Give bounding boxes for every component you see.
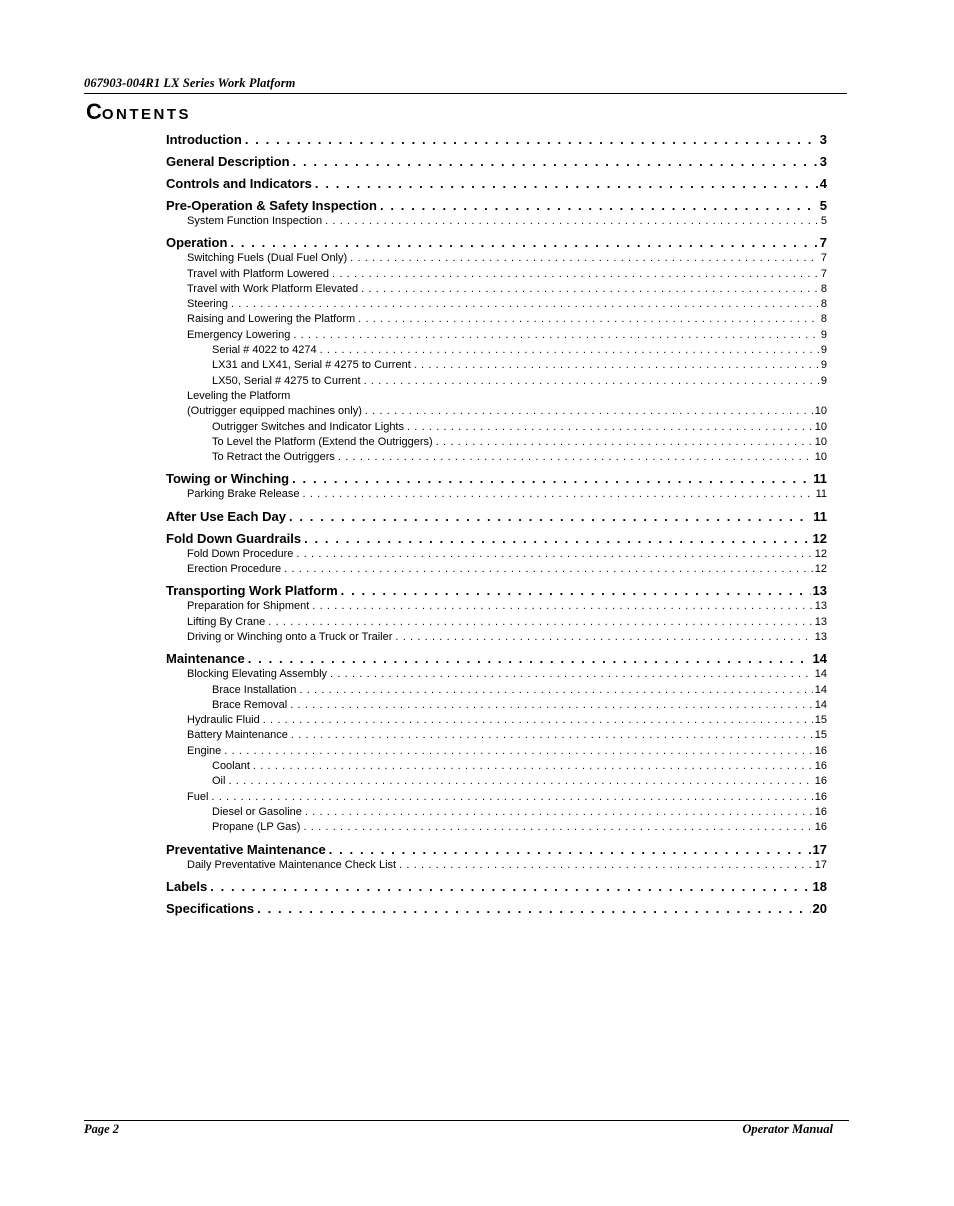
toc-page-number: 14 — [812, 651, 827, 667]
toc-page-number: 9 — [820, 328, 827, 341]
toc-entry-labels[interactable] — [166, 878, 827, 895]
dot-leader — [286, 508, 811, 525]
toc-label: After Use Each Day — [166, 508, 286, 524]
toc-page-number: 10 — [814, 451, 827, 464]
toc-entry-travel-platform-lowered[interactable] — [166, 267, 827, 282]
toc-page-number: 20 — [812, 900, 827, 916]
toc-page-number: 12 — [814, 547, 827, 560]
dot-leader — [358, 282, 819, 297]
toc-entry-brace-installation[interactable] — [166, 683, 827, 698]
toc-label: Battery Maintenance — [187, 729, 288, 742]
toc-page-number: 13 — [814, 630, 827, 643]
dot-leader — [404, 420, 813, 435]
toc-entry-steering[interactable] — [166, 297, 827, 312]
running-header: 067903-004R1 LX Series Work Platform — [84, 76, 296, 90]
dot-leader — [287, 698, 813, 713]
toc-page-number: 11 — [815, 488, 827, 501]
dot-leader — [335, 450, 813, 465]
toc-entry-engine[interactable] — [166, 744, 827, 759]
toc-entry-specifications[interactable] — [166, 900, 827, 917]
toc-entry-controls-and-indicators[interactable] — [166, 175, 827, 192]
toc-entry-fold-down-procedure[interactable] — [166, 547, 827, 562]
toc-label: Outrigger Switches and Indicator Lights — [212, 420, 404, 433]
toc-page-number: 9 — [820, 344, 827, 357]
toc-entry-diesel-gasoline[interactable] — [166, 805, 827, 820]
toc-label: Blocking Elevating Assembly — [187, 668, 328, 681]
toc-entry-retract-outriggers[interactable] — [166, 450, 827, 465]
toc-label: LX50, Serial # 4275 to Current — [212, 374, 361, 387]
toc-page-number: 13 — [814, 615, 827, 628]
toc-entry-fold-down-guardrails[interactable] — [166, 530, 827, 547]
toc-page-number: 8 — [820, 313, 827, 326]
toc-label: Propane (LP Gas) — [212, 821, 301, 834]
toc-label: Maintenance — [166, 651, 245, 667]
toc-page-number: 13 — [812, 583, 827, 599]
toc-page-number: 8 — [820, 282, 827, 295]
dot-leader — [300, 487, 814, 502]
footer-page-number: Page 2 — [84, 1122, 120, 1136]
dot-leader — [326, 841, 811, 858]
toc-label: Operation — [166, 235, 228, 251]
toc-page-number: 13 — [814, 600, 827, 613]
footer-rule — [84, 1120, 849, 1121]
dot-leader — [302, 805, 813, 820]
toc-label: Fold Down Procedure — [187, 547, 294, 560]
toc-page-number: 10 — [814, 435, 827, 448]
toc-entry-propane[interactable] — [166, 820, 827, 835]
toc-entry-transporting-work-platform[interactable] — [166, 582, 827, 599]
toc-entry-coolant[interactable] — [166, 759, 827, 774]
toc-entry-daily-check-list[interactable] — [166, 858, 827, 873]
toc-label: Preparation for Shipment — [187, 600, 310, 613]
toc-page-number: 7 — [820, 267, 827, 280]
dot-leader — [288, 728, 813, 743]
dot-leader — [329, 267, 819, 282]
toc-entry-switching-fuels[interactable] — [166, 251, 827, 266]
dot-leader — [377, 197, 818, 214]
toc-label: To Retract the Outriggers — [212, 451, 335, 464]
toc-entry-towing-winching[interactable] — [166, 470, 827, 487]
toc-entry-travel-platform-elevated[interactable] — [166, 282, 827, 297]
dot-leader — [225, 774, 812, 789]
toc-label: Leveling the Platform — [187, 389, 291, 402]
dot-leader — [361, 374, 819, 389]
toc-label: Erection Procedure — [187, 563, 282, 576]
toc-label: General Description — [166, 154, 290, 169]
toc-page-number: 9 — [820, 374, 827, 387]
dot-leader — [290, 153, 818, 170]
dot-leader — [312, 175, 818, 192]
toc-page-number: 3 — [819, 132, 827, 147]
dot-leader — [296, 683, 812, 698]
footer-manual-title: Operator Manual — [742, 1122, 833, 1136]
dot-leader — [207, 878, 810, 895]
toc-entry-lx50-serial-4275[interactable] — [166, 374, 827, 389]
toc-label: Labels — [166, 878, 208, 894]
toc-entry-emergency-lowering[interactable] — [166, 328, 827, 343]
toc-page-number: 3 — [819, 154, 827, 169]
toc-page-number: 11 — [813, 508, 827, 524]
toc-page-number: 14 — [814, 683, 827, 696]
toc-label: Controls and Indicators — [166, 176, 312, 191]
toc-entry-maintenance[interactable] — [166, 650, 827, 667]
page-title-rest: ONTENTS — [101, 106, 192, 123]
toc-entry-general-description[interactable] — [166, 153, 827, 170]
toc-label: LX31 and LX41, Serial # 4275 to Current — [212, 359, 411, 372]
toc-page-number: 17 — [812, 841, 827, 857]
toc-entry-level-platform-extend[interactable] — [166, 435, 827, 450]
toc-page-number: 7 — [820, 252, 827, 265]
dot-leader — [293, 547, 812, 562]
toc-label: Lifting By Crane — [187, 615, 266, 628]
toc-entry-outrigger-switches[interactable] — [166, 420, 827, 435]
toc-page-number: 16 — [814, 805, 827, 818]
toc-entry-outrigger-equipped[interactable] — [166, 404, 827, 419]
toc-label: System Function Inspection — [187, 215, 323, 227]
toc-label: Preventative Maintenance — [166, 841, 326, 857]
toc-label: To Level the Platform (Extend the Outriggers) — [212, 435, 433, 448]
dot-leader — [228, 297, 819, 312]
toc-page-number: 5 — [820, 215, 827, 227]
toc-entry-serial-4022-4274[interactable] — [166, 343, 827, 358]
toc-page-number: 12 — [814, 563, 827, 576]
toc-entry-brace-removal[interactable] — [166, 698, 827, 713]
toc-label: Pre-Operation & Safety Inspection — [166, 198, 377, 213]
toc-entry-fuel[interactable] — [166, 790, 827, 805]
toc-entry-preparation-for-shipment[interactable] — [166, 599, 827, 614]
toc-page-number: 18 — [812, 878, 827, 894]
dot-leader — [260, 713, 813, 728]
toc-label: Travel with Platform Lowered — [187, 267, 330, 280]
toc-label: Steering — [187, 298, 228, 311]
toc-page-number: 17 — [814, 858, 827, 871]
toc-entry-blocking-elevating-assembly[interactable] — [166, 667, 827, 682]
toc-page-number: 8 — [820, 298, 827, 311]
toc-entry-raising-lowering-platform[interactable] — [166, 312, 827, 327]
toc-page-number: 10 — [814, 420, 827, 433]
toc-entry-driving-winching-truck[interactable] — [166, 630, 827, 645]
toc-page-number: 4 — [819, 176, 827, 191]
toc-label: Introduction — [166, 132, 242, 147]
toc-entry-parking-brake-release[interactable] — [166, 487, 827, 502]
toc-entry-operation[interactable] — [166, 234, 827, 251]
toc-entry-hydraulic-fluid[interactable] — [166, 713, 827, 728]
toc-page-number: 11 — [813, 471, 827, 487]
toc-label: Engine — [187, 744, 222, 757]
toc-page-number: 16 — [814, 790, 827, 803]
toc-label: Parking Brake Release — [187, 488, 300, 501]
toc-label: Fuel — [187, 790, 209, 803]
dot-leader — [392, 630, 812, 645]
dot-leader — [317, 343, 819, 358]
toc-label: Specifications — [166, 900, 255, 916]
dot-leader — [281, 562, 813, 577]
dot-leader — [362, 404, 813, 419]
dot-leader — [265, 615, 812, 630]
toc-entry-after-use-each-day[interactable] — [166, 508, 827, 525]
toc-page-number: 16 — [814, 775, 827, 788]
toc-entry-oil[interactable] — [166, 774, 827, 789]
toc-entry-pre-operation[interactable] — [166, 197, 827, 214]
toc-page-number: 14 — [814, 668, 827, 681]
dot-leader — [227, 234, 817, 251]
toc-label: Oil — [212, 775, 226, 788]
dot-leader — [322, 214, 819, 229]
dot-leader — [355, 312, 819, 327]
toc-page-number: 16 — [814, 744, 827, 757]
toc-label: Fold Down Guardrails — [166, 530, 302, 546]
dot-leader — [300, 820, 812, 835]
toc-entry-lx31-lx41-serial-4275[interactable] — [166, 358, 827, 373]
toc-page-number: 15 — [814, 714, 827, 727]
toc-label: Transporting Work Platform — [166, 583, 338, 599]
toc-entry-leveling-platform[interactable] — [166, 389, 827, 404]
toc-label: Diesel or Gasoline — [212, 805, 302, 818]
toc-label: Emergency Lowering — [187, 328, 291, 341]
toc-page-number: 15 — [814, 729, 827, 742]
toc-label: Brace Installation — [212, 683, 297, 696]
toc-page-number: 10 — [814, 405, 827, 418]
page-title-initial: C — [86, 99, 102, 124]
dot-leader — [221, 744, 812, 759]
toc-label: Daily Preventative Maintenance Check List — [187, 858, 397, 871]
toc-entry-system-function-inspection[interactable] — [166, 214, 827, 229]
toc-entry-battery-maintenance[interactable] — [166, 728, 827, 743]
toc-page-number: 5 — [819, 198, 827, 213]
toc-label: Coolant — [212, 760, 250, 773]
table-of-contents — [166, 131, 827, 917]
dot-leader — [250, 759, 813, 774]
toc-page-number: 12 — [812, 530, 827, 546]
toc-label: (Outrigger equipped machines only) — [187, 405, 362, 418]
toc-label: Driving or Winching onto a Truck or Trailer — [187, 630, 393, 643]
dot-leader — [290, 328, 819, 343]
toc-label: Travel with Work Platform Elevated — [187, 282, 359, 295]
toc-page-number: 9 — [820, 359, 827, 372]
toc-page-number: 16 — [814, 760, 827, 773]
toc-entry-introduction[interactable] — [166, 131, 827, 148]
toc-entry-lifting-by-crane[interactable] — [166, 615, 827, 630]
toc-entry-erection-procedure[interactable] — [166, 562, 827, 577]
dot-leader — [411, 358, 819, 373]
dot-leader — [309, 599, 812, 614]
toc-label: Brace Removal — [212, 698, 288, 711]
dot-leader — [208, 790, 812, 805]
dot-leader — [338, 582, 811, 599]
toc-page-number: 7 — [819, 235, 827, 251]
toc-label: Towing or Winching — [166, 471, 290, 487]
dot-leader — [289, 470, 811, 487]
toc-page-number: 16 — [814, 821, 827, 834]
dot-leader — [245, 650, 811, 667]
dot-leader — [433, 435, 813, 450]
header-rule — [84, 93, 847, 94]
dot-leader — [396, 858, 813, 873]
toc-label: Serial # 4022 to 4274 — [212, 344, 317, 357]
toc-page-number: 14 — [814, 698, 827, 711]
toc-entry-preventative-maintenance[interactable] — [166, 841, 827, 858]
dot-leader — [301, 530, 810, 547]
dot-leader — [327, 667, 813, 682]
dot-leader — [242, 131, 818, 148]
dot-leader — [347, 251, 819, 266]
dot-leader — [254, 900, 810, 917]
toc-label: Raising and Lowering the Platform — [187, 313, 356, 326]
page-title — [86, 100, 191, 127]
toc-label: Hydraulic Fluid — [187, 714, 260, 727]
toc-label: Switching Fuels (Dual Fuel Only) — [187, 252, 348, 265]
